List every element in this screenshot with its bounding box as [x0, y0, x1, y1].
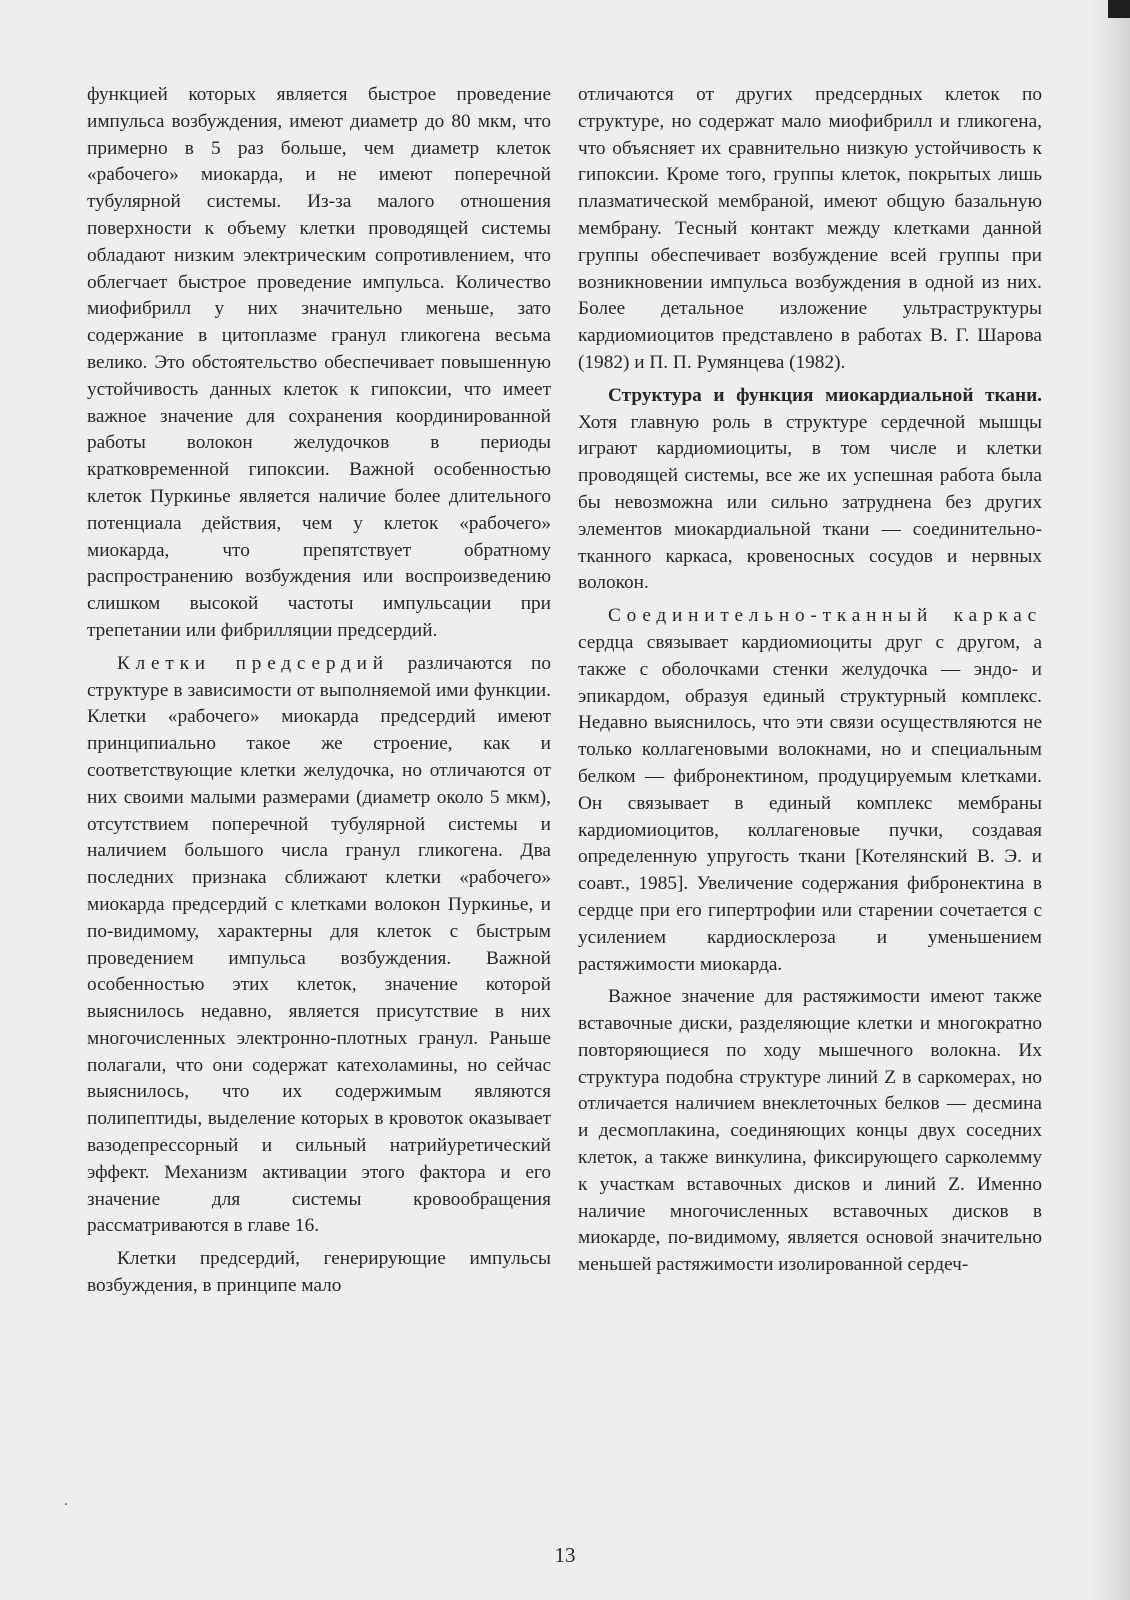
left-paragraph-2-text: различаются по структуре в зависимости от выполняемой ими функции. Клетки «рабочего» миокарда предсердий имеют принципиально такое же строение, как и соответствующие клетки желудочка, но отличаются от них своими малыми размерами (диаметр около 5 мкм), отсутствием поперечной тубулярной системы и наличием большого числа гранул гликогена. Два последних признака сближают клетки «рабочего» миокарда предсердий с клетками волокон Пуркинье, и по-видимому, характерны для клеток с быстрым проведением импульса возбуждения. Важной особенностью этих клеток, значение которой выяснилось недавно, является присутствие в них многочисленных электронно-плотных гранул. Раньше полагали, что они содержат катехоламины, но сейчас выяснилось, что их содержимым являются полипептиды, выделение которых в кровоток оказывает вазодепрессорный и сильный натрийуретический эффект. Механизм активации этого фактора и его значение для системы кровообращения рассматриваются в главе 16. — [87, 652, 551, 1237]
right-paragraph-3 — [578, 603, 1042, 978]
left-paragraph-3: Клетки предсердий, генерирующие импульсы возбуждения, в принципе мало — [87, 1248, 551, 1297]
right-paragraph-2 — [578, 383, 1042, 597]
right-text-column — [578, 82, 1042, 1279]
left-paragraph-2 — [87, 651, 551, 1241]
scan-corner-mark — [1108, 0, 1130, 18]
right-paragraph-4: Важное значение для растяжимости имеют также вставочные диски, разделяющие клетки и многократно повторяющиеся по ходу мышечного волокна. Их структура подобна структуре линий Z в саркомерах, но отличается наличием внеклеточных белков — десмина и десмоплакина, соединяющих концы двух соседних клеток, а также винкулина, фиксирующего сарколемму к участкам вставочных дисков и линий Z. Именно наличие многочисленных вставочных дисков в миокарде, по-видимому, является основой значительно меньшей растяжимости изолированной сердеч- — [578, 986, 1042, 1276]
right-paragraph-3-text: сердца связывает кардиомиоциты друг с другом, а также с оболочками стенки желудочка — эндо- и эпикардом, образуя единый структурный комплекс. Недавно выяснилось, что эти связи осуществляются не только коллагеновыми волокнами, но и специальным белком — фибронектином, продуцируемым клетками. Он связывает в единый комплекс мембраны кардиомиоцитов, коллагеновые пучки, создавая определенную упругость ткани [Котелянский В. Э. и соавт., 1985]. Увеличение содержания фибронектина в сердце при его гипертрофии или старении сочетается с усилением кардиосклероза и уменьшением растяжимости миокарда. — [578, 631, 1042, 975]
right-paragraph-2-text: Хотя главную роль в структуре сердечной мышцы играют кардиомиоциты, в том числе и клетки проводящей системы, все же их успешная работа была бы невозможна или сильно затруднена без других элементов миокардиальной ткани — соединительно-тканного каркаса, кровеносных сосудов и нервных волокон. — [578, 411, 1042, 594]
left-text-column — [87, 82, 551, 1300]
right-paragraph-1: отличаются от других предсердных клеток по структуре, но содержат мало миофибрилл и гликогена, что объясняет их сравнительно низкую устойчивость к гипоксии. Кроме того, группы клеток, покрытых лишь плазматической мембраной, имеют общую базальную мембрану. Тесный контакт между клетками данной группы обеспечивает возбуждение всей группы при возникновении импульса возбуждения в одной из них. Более детальное изложение ультраструктуры кардиомиоцитов представлено в работах В. Г. Шарова (1982) и П. П. Румянцева (1982). — [578, 84, 1042, 373]
spaced-term-atrial-cells: Клетки предсердий — [117, 652, 389, 674]
spaced-term-connective-frame: Соединительно-тканный каркас — [608, 605, 1042, 627]
margin-mark: . — [64, 1492, 68, 1509]
left-paragraph-1: функцией которых является быстрое проведение импульса возбуждения, имеют диаметр до 80 мкм, что примерно в 5 раз больше, чем диаметр клеток «рабочего» миокарда, и не имеют поперечной тубулярной системы. Из-за малого отношения поверхности к объему клетки проводящей системы обладают низким электрическим сопротивлением, что облегчает быстрое проведение импульса. Количество миофибрилл у них значительно меньше, зато содержание в цитоплазме гранул гликогена весьма велико. Это обстоятельство обеспечивает повышенную устойчивость данных клеток к гипоксии, что имеет важное значение для сохранения координированной работы волокон желудочков в периоды кратковременной гипоксии. Важной особенностью клеток Пуркинье является наличие более длительного потенциала действия, чем у клеток «рабочего» миокарда, что препятствует обратному распространению возбуждения или воспроизведению слишком высокой частоты импульсации при трепетании или фибрилляции предсердий. — [87, 84, 551, 641]
page-number: 13 — [554, 1543, 576, 1567]
page-shadow-edge — [1088, 0, 1130, 1600]
section-heading: Структура и функция миокардиальной ткани. — [608, 384, 1042, 406]
